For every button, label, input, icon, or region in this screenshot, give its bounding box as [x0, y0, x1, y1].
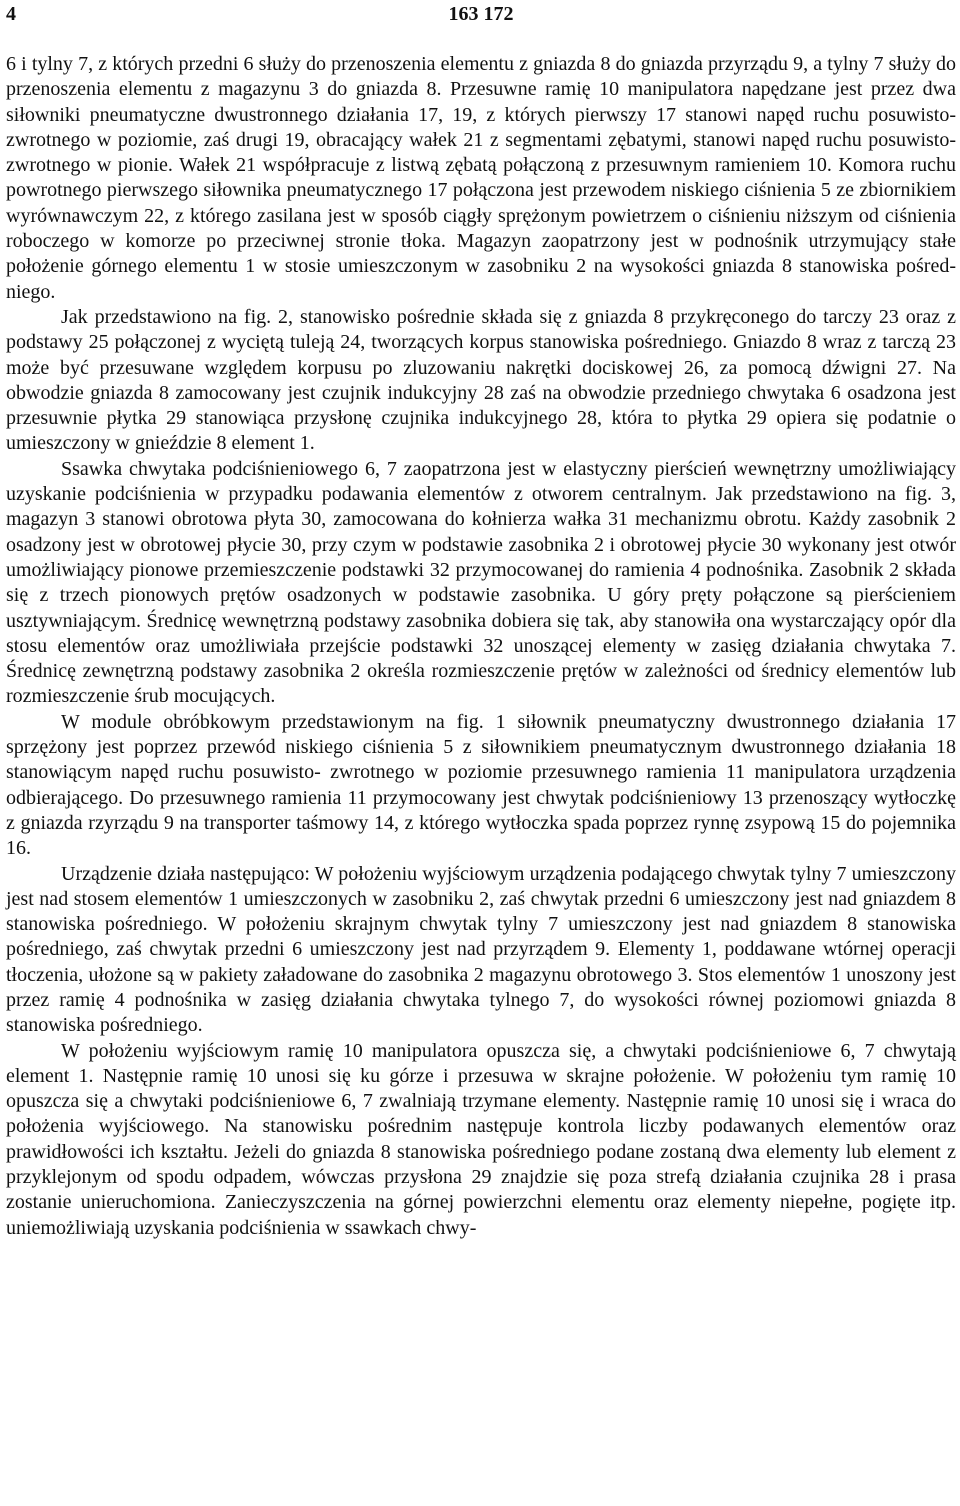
- paragraph: W module obróbkowym przedstawionym na fig. 1 siłownik pneumatyczny dwustronnego działania 17 sprzężony jest poprzez przewód niskiego ciśnienia 5 z siłownikiem pneumatycznym dwustronnego działania 18 stanowiącym napęd ruchu posuwisto- zwrotnego w poziomie przesuwnego ramienia 11 manipulatora urządzenia odbierającego. Do przesuwnego ramienia 11 przymocowany jest chwytak podciśnieniowy 13 przenoszący wytłoczkę z gniazda rzyrządu 9 na transporter taśmowy 14, z którego wytłoczka spada poprzez rynnę zsypową 15 do pojemnika 16.: [6, 710, 956, 860]
- page-header: [6, 0, 956, 30]
- document-body: [6, 52, 956, 1241]
- paragraph-continuation: 6 i tylny 7, z których przedni 6 służy do przenoszenia elementu z gniazda 8 do gniazda przyrządu 9, a tylny 7 służy do przenoszenia elementu z magazynu 3 do gniazda 8. Przesuwne ramię 10 manipulatora napędzane jest przez dwa siłowniki pneumatyczne dwustronnego działania 17, 19, z których pierwszy 17 stanowi napęd ruchu posuwisto-zwrotnego w poziomie, zaś drugi 19, obracający wałek 21 z segmentami zębatymi, stanowi napęd ruchu posuwisto-zwrotnego w pionie. Wałek 21 współpracuje z listwą zębatą połączoną z przesuwnym ramieniem 10. Komora ruchu powrotnego pierwszego siłownika pneumatycznego 17 połączona jest przewodem niskiego ciśnienia 5 ze zbiornikiem wyrównawczym 22, z którego zasilana jest w sposób ciągły sprężonym powietrzem o ciśnieniu niższym od ciśnienia roboczego w komorze po przeciwnej stronie tłoka. Magazyn zaopatrzony jest w podnośnik utrzymujący stałe położenie górnego elementu 1 w stosie umieszczonym w zasobniku 2 na wysokości gniazda 8 stanowiska pośredniego.: [6, 53, 956, 303]
- document-number: 163 172: [448, 3, 514, 25]
- paragraph: Jak przedstawiono na fig. 2, stanowisko pośrednie składa się z gniazda 8 przykręconego do tarczy 23 oraz z podstawy 25 połączonej z wyciętą tuleją 24, tworzących korpus stanowiska pośredniego. Gniazdo 8 wraz z tarczą 23 może być przesuwane względem korpusu po zluzowaniu nakrętki dociskowej 26, za pomocą dźwigni 27. Na obwodzie gniazda 8 zamocowany jest czujnik indukcyjny 28 zaś na obwodzie przedniego chwytaka 6 osadzona jest przesuwnie płytka 29 stanowiąca przysłonę czujnika indukcyjnego 28, która to płytka 29 opiera się podatnie o umieszczony w gnieździe 8 element 1.: [6, 305, 956, 455]
- paragraph: W położeniu wyjściowym ramię 10 manipulatora opuszcza się, a chwytaki podciśnieniowe 6, 7 chwytają element 1. Następnie ramię 10 unosi się ku górze i przesuwa w skrajne położenie. W położeniu tym ramię 10 opuszcza się a chwytaki podciśnieniowe 6, 7 zwalniają trzymane elementy. Następnie ramię 10 unosi się i wraca do położenia wyjściowego. Na stanowisku pośrednim następuje kontrola liczby podawanych elementów oraz prawidłowości ich kształtu. Jeżeli do gniazda 8 stanowiska pośredniego podane zostaną dwa elementy lub element z przyklejonym od spodu odpadem, wówczas przysłona 29 znajdzie się poza strefą działania czujnika 28 i prasa zostanie unieruchomiona. Zanieczyszczenia na górnej powierzchni elementu oraz elementy niepełne, pogięte itp. uniemożliwiają uzyskania podciśnienia w ssawkach chwy-: [6, 1039, 956, 1239]
- document-page: [6, 0, 956, 1506]
- paragraph: Urządzenie działa następująco: W położeniu wyjściowym urządzenia podającego chwytak tylny 7 umieszczony jest nad stosem elementów 1 umieszczonych w zasobniku 2, zaś chwytak przedni 6 umieszczony jest nad gniazdem 8 stanowiska pośredniego. W położeniu skrajnym chwytak tylny 7 umieszczony jest nad gniazdem 8 stanowiska pośredniego, zaś chwytak przedni 6 umieszczony jest nad przyrządem 9. Elementy 1, poddawane wtórnej operacji tłoczenia, ułożone są w pakiety załadowane do zasobnika 2 magazynu obrotowego 3. Stos elementów 1 unoszony jest przez ramię 4 podnośnika w zasięg działania chwytaka tylnego 7, do wysokości równej poziomowi gniazda 8 stanowiska pośredniego.: [6, 862, 956, 1037]
- page-number: 4: [6, 3, 16, 25]
- paragraph: Ssawka chwytaka podciśnieniowego 6, 7 zaopatrzona jest w elastyczny pierścień wewnętrzny umożliwiający uzyskanie podciśnienia w przypadku podawania elementów z otworem centralnym. Jak przedstawiono na fig. 3, magazyn 3 stanowi obrotowa płyta 30, zamocowana do kołnierza wałka 31 mechanizmu obrotu. Każdy zasobnik 2 osadzony jest w obrotowej płycie 30, przy czym w podstawie zasobnika 2 i obrotowej płycie 30 wykonany jest otwór umożliwiający pionowe przemieszczenie podstawki 32 przymocowanej do ramienia 4 podnośnika. Zasobnik 2 składa się z trzech pionowych prętów osadzonych w podstawie zasobnika. U góry pręty połączone są pierścieniem usztywniającym. Średnicę wewnętrzną podstawy zasobnika dobiera się tak, aby stanowiła ona wystarczający opór dla stosu elementów oraz umożliwiała przejście podstawki 32 unoszącej elementy w zasięg działania chwytaka 7. Średnicę zewnętrzną podstawy zasobnika 2 określa rozmieszczenie prętów w zależności od średnicy elementów lub rozmieszczenie śrub mocujących.: [6, 457, 956, 708]
